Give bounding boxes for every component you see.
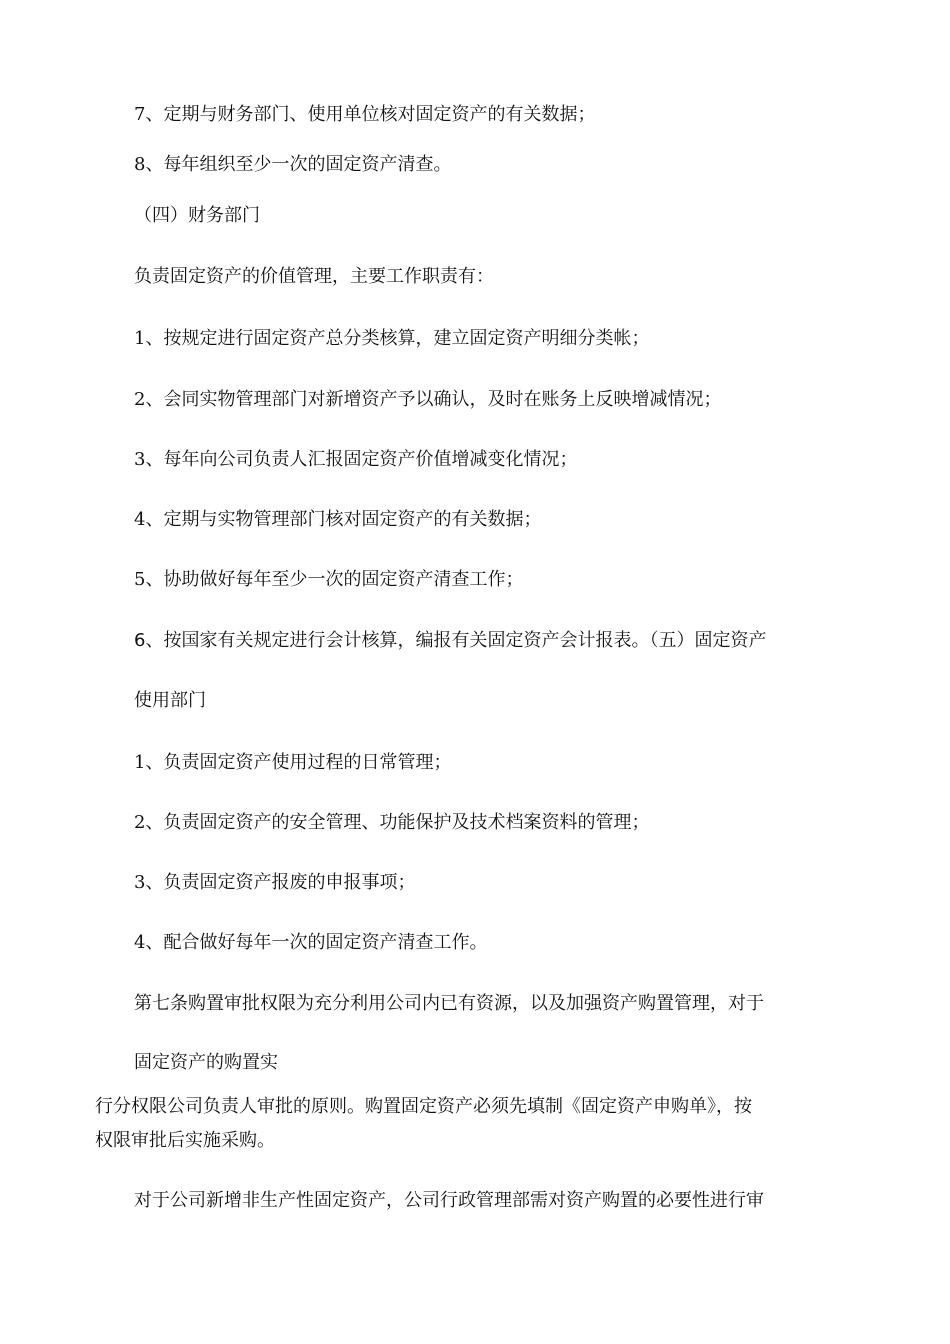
list-item-3-report-changes: 3、每年向公司负责人汇报固定资产价值增减变化情况；: [134, 449, 578, 470]
list-item-2-confirm-assets: 2、会同实物管理部门对新增资产予以确认，及时在账务上反映增减情况；: [134, 389, 722, 410]
paragraph-approval-continuation: 权限审批后实施采购。: [95, 1130, 275, 1151]
list-item-4-verify-data: 4、定期与实物管理部门核对固定资产的有关数据；: [134, 509, 542, 530]
paragraph-approval-principle: 行分权限公司负责人审批的原则。购置固定资产必须先填制《固定资产申购单》，按: [95, 1096, 752, 1117]
list-item-1-daily-management: 1、负责固定资产使用过程的日常管理；: [134, 752, 452, 773]
article-7-purchase-approval: 第七条购置审批权限为充分利用公司内已有资源，以及加强资产购置管理，对于: [134, 993, 764, 1014]
list-item-6-accounting-reports: 6、按国家有关规定进行会计核算，编报有关固定资产会计报表。（五）固定资产: [134, 630, 767, 651]
list-item-5-assist-check: 5、协助做好每年至少一次的固定资产清查工作；: [134, 569, 524, 590]
list-item-3-scrap-report: 3、负责固定资产报废的申报事项；: [134, 872, 416, 893]
list-item-1-accounting: 1、按规定进行固定资产总分类核算，建立固定资产明细分类帐；: [134, 328, 650, 349]
list-item-8-annual-check: 8、每年组织至少一次的固定资产清查。: [134, 154, 452, 175]
list-item-2-safety-management: 2、负责固定资产的安全管理、功能保护及技术档案资料的管理；: [134, 812, 650, 833]
paragraph-finance-duties-intro: 负责固定资产的价值管理，主要工作职责有：: [134, 266, 494, 287]
section-heading-finance-dept: （四）财务部门: [134, 205, 260, 226]
section-heading-user-dept: 使用部门: [134, 690, 206, 711]
list-item-7-verify-data: 7、定期与财务部门、使用单位核对固定资产的有关数据；: [134, 104, 596, 125]
paragraph-non-production-assets: 对于公司新增非生产性固定资产，公司行政管理部需对资产购置的必要性进行审: [134, 1190, 764, 1211]
list-item-4-cooperate-check: 4、配合做好每年一次的固定资产清查工作。: [134, 932, 488, 953]
article-7-continuation: 固定资产的购置实: [134, 1052, 278, 1073]
